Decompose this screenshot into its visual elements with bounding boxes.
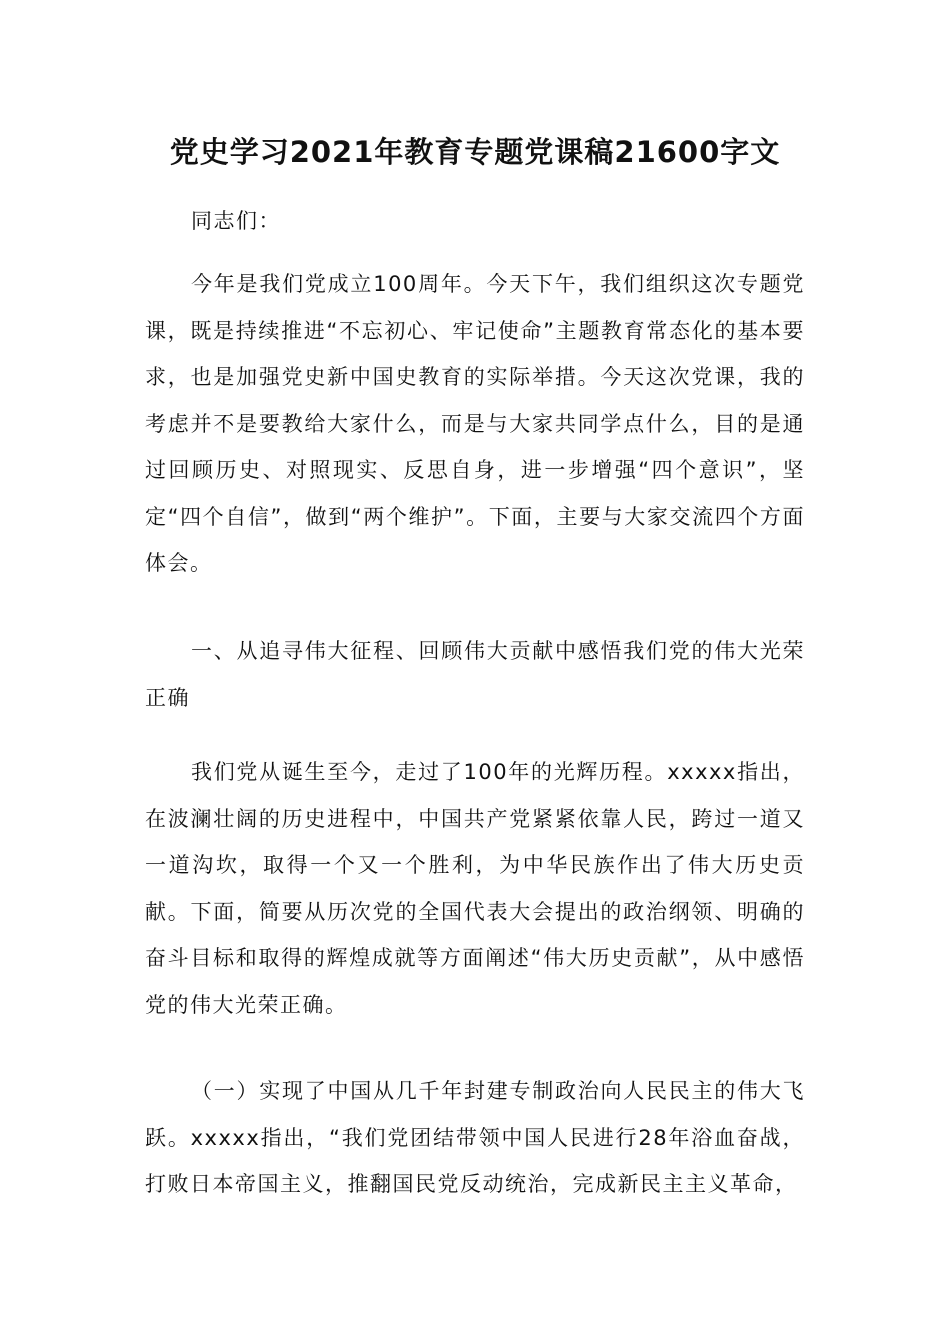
paragraph-subsection-1: （一）实现了中国从几千年封建专制政治向人民民主的伟大飞跃。xxxxx指出，“我们党团结带领中国人民进行28年浴血奋战，打败日本帝国主义，推翻国民党反动统治，完成新民主主义革命， [145, 1079, 805, 1196]
section-heading-1: 一、从追寻伟大征程、回顾伟大贡献中感悟我们党的伟大光荣正确 [145, 639, 805, 710]
paragraph-intro: 今年是我们党成立100周年。今天下午，我们组织这次专题党课，既是持续推进“不忘初心、牢记使命”主题教育常态化的基本要求，也是加强党史新中国史教育的实际举措。今天这次党课，我的考虑并不是要教给大家什么，而是与大家共同学点什么，目的是通过回顾历史、对照现实、反思自身，进一步增强“四个意识”，坚定“四个自信”，做到“两个维护”。下面，主要与大家交流四个方面体会。 [145, 272, 805, 575]
document-title: 党史学习2021年教育专题党课稿21600字文 [169, 135, 781, 169]
salutation: 同志们： [191, 209, 281, 233]
paragraph-section-1-body: 我们党从诞生至今，走过了100年的光辉历程。xxxxx指出，在波澜壮阔的历史进程中，中国共产党紧紧依靠人民，跨过一道又一道沟坎，取得一个又一个胜利，为中华民族作出了伟大历史贡献。下面，简要从历次党的全国代表大会提出的政治纲领、明确的奋斗目标和取得的辉煌成就等方面阐述“伟大历史贡献”，从中感悟党的伟大光荣正确。 [145, 760, 805, 1017]
